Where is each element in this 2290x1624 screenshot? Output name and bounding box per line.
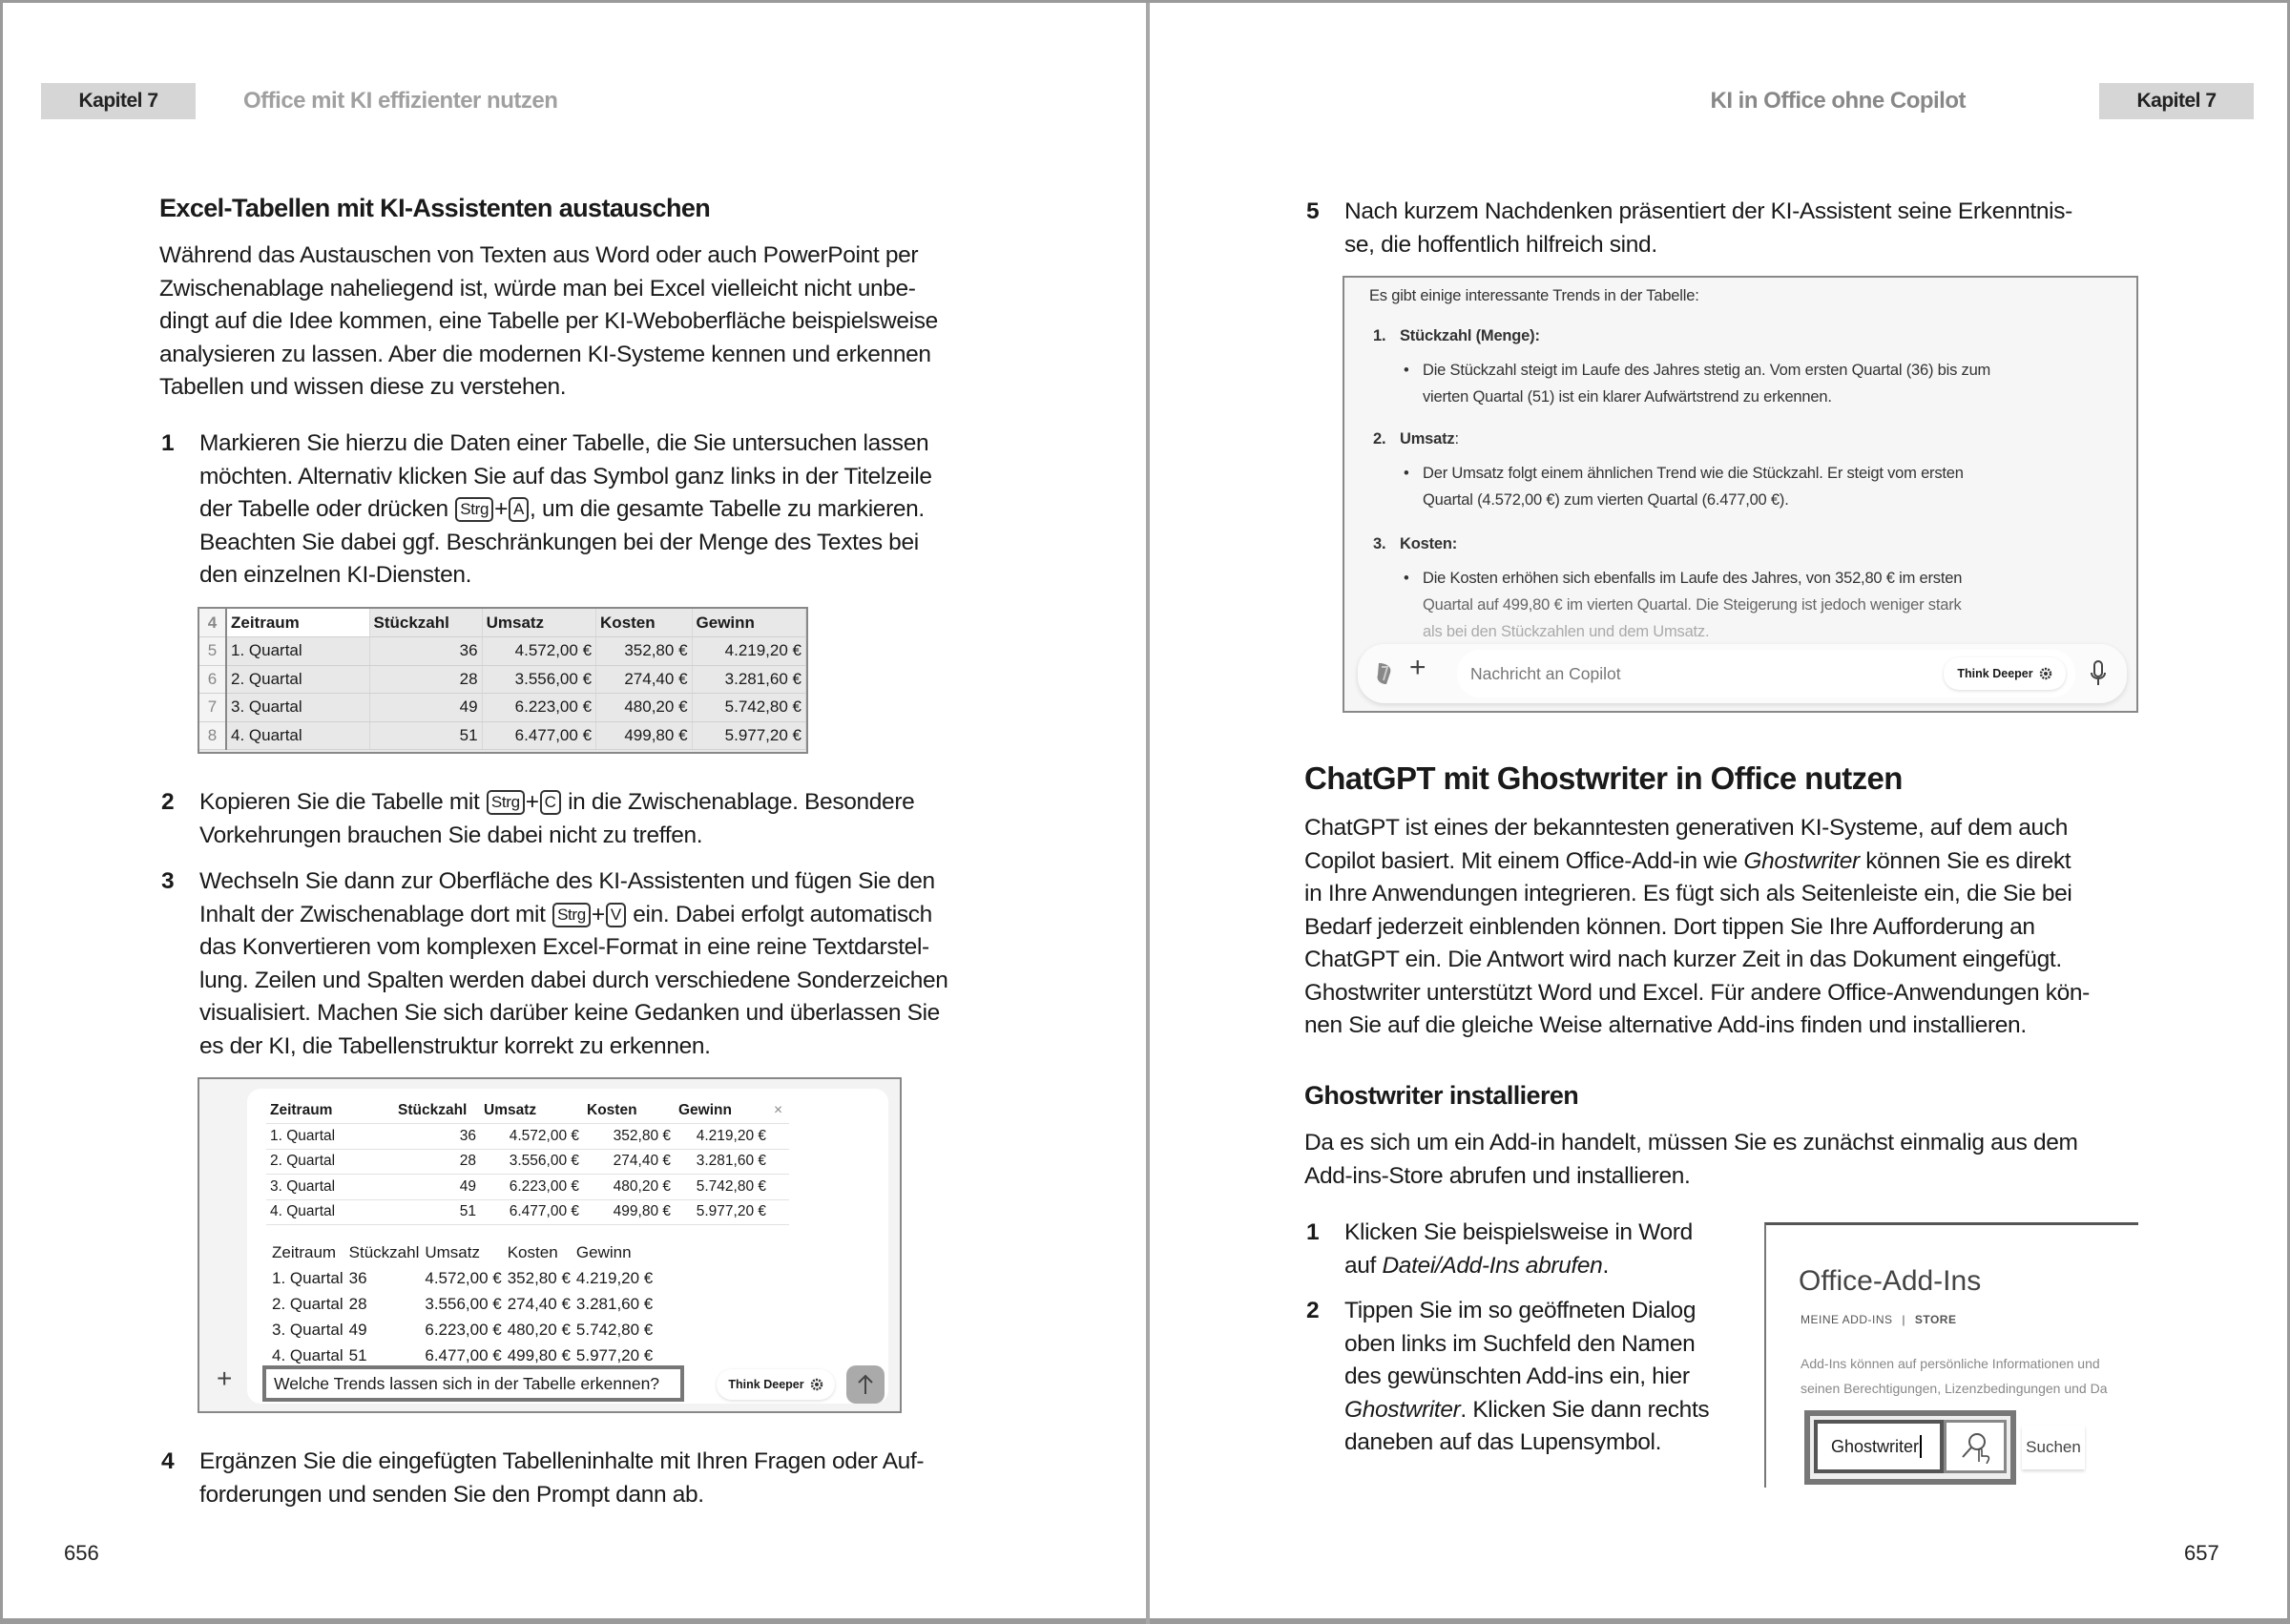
step-number: 2 — [1306, 1298, 1320, 1323]
left-page — [3, 3, 1146, 1621]
microphone-icon[interactable] — [2089, 659, 2108, 688]
table-row: 1. Quartal 36 4.572,00 € 352,80 € 4.219,20 € — [266, 1124, 789, 1150]
text-line: das Konvertieren vom komplexen Excel-Format in eine reine Textdarstel- — [199, 934, 929, 960]
text-line: Vorkehrungen brauchen Sie dabei nicht zu treffen. — [199, 822, 703, 848]
pasted-text-table: Zeitraum Stückzahl Umsatz Kosten Gewinn 1. Quartal 36 4.572,00 € 352,80 € 4.219,20 € 2. Quartal 28 3.556,00 € 274,40 € 3.281,60 € 3. Quartal 49 6.223,00 € 480,20 € 5.742,80 € 4. Quartal 51 6.477,00 € 499,80 € 5.977,20 € — [272, 1242, 654, 1364]
table-row: 6 2. Quartal 28 3.556,00 € 274,40 € 3.281,60 € — [199, 665, 806, 694]
gear-icon — [810, 1378, 823, 1391]
bullet: • — [1404, 362, 1409, 379]
tab-my-addins[interactable]: MEINE ADD-INS — [1801, 1313, 1893, 1326]
key-strg: Strg — [455, 497, 493, 522]
list-item-title: Umsatz: — [1400, 430, 1459, 448]
office-addins-screenshot — [1764, 1222, 2138, 1488]
chapter-number: 7 — [2205, 90, 2217, 112]
text-line: Markieren Sie hierzu die Daten einer Tabelle, die Sie untersuchen lassen — [199, 430, 929, 456]
arrow-up-icon — [856, 1373, 875, 1396]
chapter-label: Kapitel — [78, 90, 142, 112]
table-row: 7 3. Quartal 49 6.223,00 € 480,20 € 5.742,80 € — [199, 694, 806, 722]
page-number: 657 — [2184, 1541, 2219, 1565]
text-line: analysieren zu lassen. Aber die modernen KI-Systeme kennen und erkennen — [159, 341, 931, 367]
send-button[interactable] — [846, 1365, 885, 1404]
add-button[interactable]: + — [1409, 652, 1426, 683]
tab-store[interactable]: STORE — [1914, 1313, 1957, 1326]
bullet: • — [1404, 570, 1409, 587]
text-line: forderungen und senden Sie den Prompt dann ab. — [199, 1481, 704, 1508]
step-1 — [161, 427, 1001, 593]
text-line: Kopieren Sie die Tabelle mit Strg + C in die Zwischenablage. Besondere — [199, 789, 915, 815]
text-line: den einzelnen KI-Diensten. — [199, 562, 472, 588]
text-line: dingt auf die Idee kommen, eine Tabelle per KI-Weboberfläche beispielsweise — [159, 308, 938, 334]
text-line: se, die hoffentlich hilfreich sind. — [1344, 231, 1657, 258]
section-title: Excel-Tabellen mit KI-Assistenten austauschen — [159, 194, 711, 222]
gear-icon — [2039, 667, 2052, 680]
search-input[interactable]: Ghostwriter — [1814, 1420, 1944, 1473]
list-item-title: Kosten: — [1400, 535, 1458, 552]
search-button[interactable] — [1944, 1420, 2007, 1473]
running-title: Office mit KI effizienter nutzen — [243, 88, 558, 114]
step-5 — [1306, 196, 2146, 261]
intro-paragraph — [159, 239, 999, 405]
addins-nav: MEINE ADD-INS | STORE — [1801, 1313, 1957, 1326]
copilot-response-screenshot: Es gibt einige interessante Trends in der Tabelle: 1. Stückzahl (Menge): • Die Stückzahl steigt im Laufe des Jahres stetig an. Vom ersten Quartal (36) bis zum vierten Quartal (51) ist ein klarer Aufwärtstrend zu erkennen. 2. Umsatz: • Der Umsatz folgt einem ähnlichen Trend wie die Stückzahl. Er steigt vom ersten Quartal (4.572,00 €) zum vierten Quartal (6.477,00 €). 3. Kosten: • Die Kosten erhöhen sich ebenfalls im Laufe des Jahres, von 352,80 € im ersten Quartal auf 499,80 € im vierten Quartal. Die Steigerung ist jedoch weniger stark als bei den Stückzahlen und dem Umsatz. + Nachricht an Copilot Think Deeper — [1343, 276, 2138, 713]
text-line: visualisiert. Machen Sie sich darüber keine Gedanken und überlassen Sie — [199, 1000, 940, 1026]
message-input[interactable]: Nachricht an Copilot — [1457, 650, 2075, 697]
chapter-number: 7 — [147, 90, 158, 112]
step-number: 4 — [161, 1448, 175, 1474]
chapter-label: Kapitel — [2136, 90, 2200, 112]
text-line: Zwischenablage naheliegend ist, würde man bei Excel vielleicht nicht unbe- — [159, 275, 916, 302]
running-title: KI in Office ohne Copilot — [1710, 88, 1966, 114]
close-icon[interactable]: × — [770, 1098, 789, 1124]
prompt-input[interactable]: Welche Trends lassen sich in der Tabelle erkennen? — [262, 1365, 684, 1402]
addins-description: Add-Ins können auf persönliche Informationen und seinen Berechtigungen, Lizenzbedingungen und Da — [1801, 1356, 2108, 1396]
section-title: ChatGPT mit Ghostwriter in Office nutzen — [1304, 760, 1903, 796]
step-2 — [161, 786, 1001, 852]
key-c: C — [540, 790, 561, 815]
dialog-title: Office-Add-Ins — [1799, 1265, 1982, 1297]
table-row: 4. Quartal 51 6.477,00 € 499,80 € 5.977,20 € — [266, 1199, 789, 1225]
think-deeper-button[interactable]: Think Deeper — [1944, 657, 2066, 690]
think-deeper-button[interactable]: Think Deeper — [717, 1369, 835, 1400]
suchen-button[interactable]: Suchen — [2022, 1426, 2085, 1469]
subsection-title: Ghostwriter installieren — [1304, 1081, 1579, 1110]
step-3 — [161, 865, 1001, 1063]
step-number: 5 — [1306, 198, 1320, 224]
table-row: 8 4. Quartal 51 6.477,00 € 499,80 € 5.977,20 € — [199, 721, 806, 750]
table-header-row: 4 Zeitraum Stückzahl Umsatz Kosten Gewinn — [199, 609, 806, 637]
list-item-title: Stückzahl (Menge): — [1400, 327, 1540, 344]
text-line: Während das Austauschen von Texten aus Word oder auch PowerPoint per — [159, 242, 919, 268]
key-strg: Strg — [552, 903, 591, 927]
step-number: 1 — [1306, 1219, 1320, 1245]
install-paragraph: Da es sich um ein Add-in handelt, müssen Sie es zunächst einmalig aus dem Add-ins-Store abrufen und installieren. — [1304, 1130, 2078, 1189]
text-line: Nach kurzem Nachdenken präsentiert der KI-Assistent seine Erkenntnis- — [1344, 198, 2072, 224]
text-line: es der KI, die Tabellenstruktur korrekt zu erkennen. — [199, 1032, 711, 1059]
list-item-number: 3. — [1373, 535, 1386, 552]
step-number: 2 — [161, 789, 175, 815]
text-line: Inhalt der Zwischenablage dort mit Strg + V ein. Dabei erfolgt automatisch — [199, 901, 932, 927]
step-number: 1 — [161, 430, 175, 456]
text-line: lung. Zeilen und Spalten werden dabei durch verschiedene Sonderzeichen — [199, 967, 948, 993]
key-a: A — [509, 497, 529, 522]
chapter-badge — [2099, 83, 2254, 119]
install-step-2: 2 Tippen Sie im so geöffneten Dialog oben links im Suchfeld den Namen des gewünschten Add-ins ein, hier Ghostwriter. Klicken Sie dann rechts daneben auf das Lupensymbol. — [1306, 1295, 1764, 1460]
response-intro: Es gibt einige interessante Trends in der Tabelle: — [1369, 287, 1699, 304]
list-item-number: 2. — [1373, 430, 1386, 448]
chatgpt-paragraph: ChatGPT ist eines der bekanntesten generativen KI-Systeme, auf dem auch Copilot basiert. Mit einem Office-Add-in wie Ghostwriter können Sie es direkt in Ihre Anwendungen integrieren. Es fügt sich als Seitenleiste ein, die Sie bei Bedarf jederzeit einblenden können. Dort tippen Sie Ihre Aufforderung an ChatGPT ein. Die Antwort wird nach kurzer Zeit in das Dokument eingefügt. Ghostwriter unterstützt Word und Excel. Für andere Office-Anwendungen kön- nen Sie auf die gleiche Weise alternative Add-ins finden und installieren. — [1304, 815, 2090, 1038]
excel-table-screenshot — [198, 607, 808, 754]
bullet: • — [1404, 465, 1409, 482]
message-composer — [1358, 644, 2127, 703]
install-step-1: 1 Klicken Sie beispielsweise in Word auf Datei/Add-Ins abrufen. — [1306, 1217, 1764, 1282]
step-4 — [161, 1446, 1001, 1511]
page-number: 656 — [64, 1541, 99, 1565]
table-row: 5 1. Quartal 36 4.572,00 € 352,80 € 4.219,20 € — [199, 637, 806, 666]
table-row: 2. Quartal 28 3.556,00 € 274,40 € 3.281,60 € — [266, 1149, 789, 1175]
key-v: V — [606, 903, 626, 927]
attachment-table: Zeitraum Stückzahl Umsatz Kosten Gewinn × 1. Quartal 36 4.572,00 € 352,80 € 4.219,20 € 2. Quartal 28 3.556,00 € 274,40 € 3.281,60 € 3. Quartal 49 6.223,00 € 480,20 € 5.742,80 € 4. Quartal 51 6.477,00 € 499,80 € 5.977,20 € — [266, 1098, 789, 1225]
text-line: möchten. Alternativ klicken Sie auf das Symbol ganz links in der Titelzeile — [199, 463, 932, 489]
text-line: Tabellen und wissen diese zu verstehen. — [159, 374, 567, 400]
table-row: 3. Quartal 49 6.223,00 € 480,20 € 5.742,80 € — [266, 1175, 789, 1200]
text-line: Beachten Sie dabei ggf. Beschränkungen bei der Menge des Textes bei — [199, 529, 919, 555]
text-line: der Tabelle oder drücken Strg + A , um die gesamte Tabelle zu markieren. — [199, 496, 925, 522]
step-number: 3 — [161, 868, 175, 894]
text-line: Ergänzen Sie die eingefügten Tabelleninhalte mit Ihren Fragen oder Auf- — [199, 1448, 925, 1474]
list-item-number: 1. — [1373, 327, 1386, 344]
key-strg: Strg — [487, 790, 525, 815]
search-icon — [1958, 1429, 1992, 1464]
chapter-badge — [41, 83, 196, 119]
copilot-logo-icon[interactable] — [1373, 661, 1396, 686]
text-line: Wechseln Sie dann zur Oberfläche des KI-Assistenten und fügen Sie den — [199, 868, 935, 894]
copilot-paste-screenshot — [198, 1077, 902, 1413]
add-attachment-button[interactable]: + — [217, 1364, 233, 1393]
